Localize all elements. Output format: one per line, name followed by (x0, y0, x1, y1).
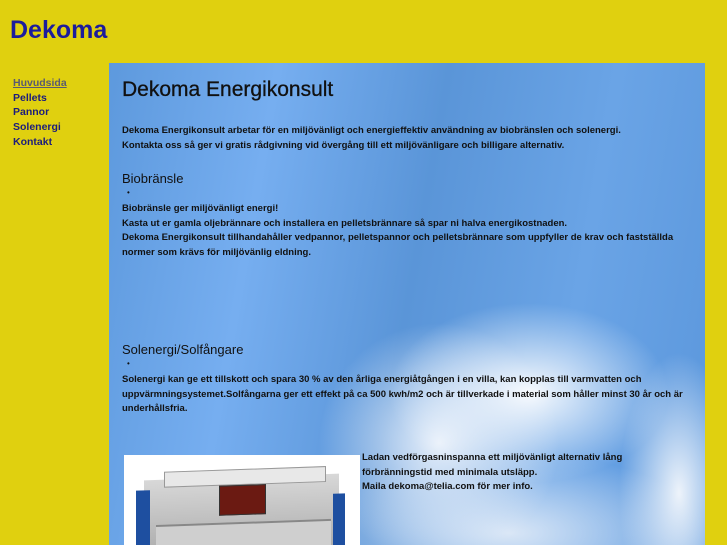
bullet: • (127, 188, 130, 197)
intro-line-2: Kontakta oss så ger vi gratis rådgivning vid övergång till ett miljövänligare och billigare alternativ. (122, 139, 565, 151)
solenergi-text: Solenergi kan ge ett tillskott och spara 30 % av den årliga energiåtgången i en villa, kan kopplas till varmvatten och uppvärmningsystemet.Solfångarna ger ett effekt på ca 500 kwh/m2 och är tillverkade i material som håller minst 30 år och är underhållsfria. (122, 374, 683, 415)
bullet: • (127, 359, 130, 368)
main-content (109, 63, 705, 545)
biobransle-heading: Biobränsle (122, 171, 184, 186)
nav-pellets[interactable]: Pellets (13, 91, 47, 104)
intro-line-1: Dekoma Energikonsult arbetar för en miljövänligt och energieffektiv användning av biobränslen och solenergi. (122, 125, 621, 136)
bio-line-1: Biobränsle ger miljövänligt energi! (122, 203, 279, 214)
solenergi-heading: Solenergi/Solfångare (122, 342, 244, 357)
site-logo: Dekoma (10, 16, 108, 44)
nav-pannor[interactable]: Pannor (13, 106, 50, 119)
boiler-image (124, 455, 360, 545)
bio-line-2: Kasta ut er gamla oljebrännare och installera en pelletsbrännare så spar ni halva energikostnaden. (122, 217, 568, 229)
boiler-description: Ladan vedförgasninspanna ett miljövänligt alternativ lång förbränningstid med minimala utsläpp. (362, 452, 623, 478)
intro-text (122, 124, 697, 153)
contact-email-text: Maila dekoma@telia.com för mer info. (362, 481, 533, 493)
sidebar-nav (13, 76, 67, 150)
bio-line-3: Dekoma Energikonsult tillhandahåller vedpannor, pelletspannor och pelletsbrännare som uppfyller de krav och fastställda normer som krävs för miljövänlig eldning. (122, 232, 674, 258)
nav-huvudsida[interactable]: Huvudsida (13, 77, 67, 89)
boiler-text (362, 451, 662, 495)
page-title: Dekoma Energikonsult (122, 78, 334, 101)
biobransle-text (122, 202, 697, 260)
nav-kontakt[interactable]: Kontakt (13, 135, 53, 148)
nav-solenergi[interactable]: Solenergi (13, 121, 61, 134)
